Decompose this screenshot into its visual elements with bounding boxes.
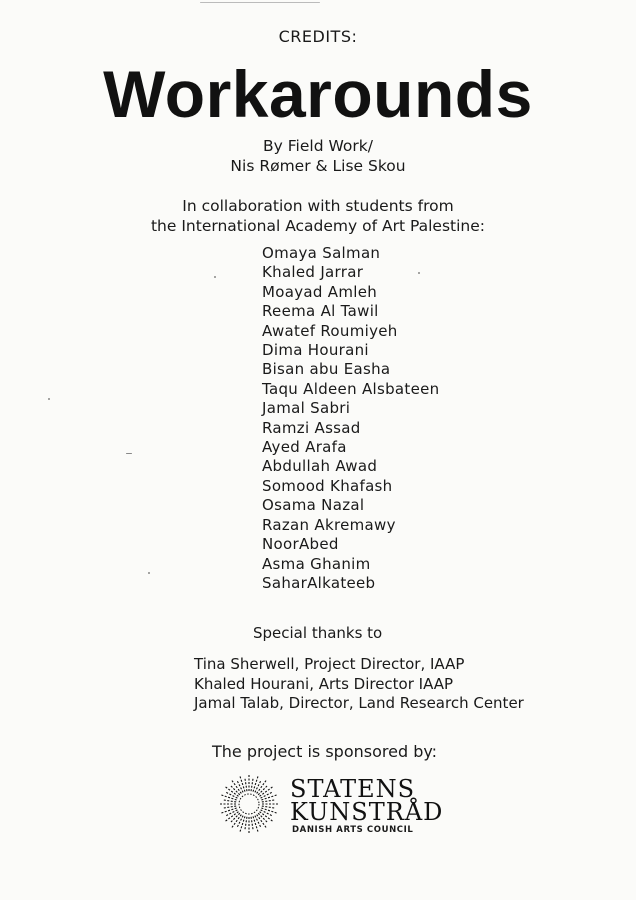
logo-wordmark-line-1: STATENS [290, 775, 416, 803]
sunburst-ray [255, 781, 261, 793]
list-item: Ramzi Assad [262, 418, 361, 437]
list-item: Osama Nazal [262, 496, 365, 515]
collaboration-line-2: the International Academy of Art Palestine: [150, 217, 486, 235]
credits-label: CREDITS: [278, 27, 358, 46]
sunburst-ray [251, 778, 253, 791]
sunburst-ray [261, 792, 273, 798]
sunburst-ray [261, 810, 273, 816]
sunburst-ray [237, 816, 243, 828]
sunburst-ray [223, 806, 236, 808]
list-item: Asma Ghanim [262, 554, 371, 573]
list-item: Khaled Jarrar [262, 263, 364, 282]
paper-speck [418, 272, 420, 274]
list-item: Tina Sherwell, Project Director, IAAP [194, 655, 465, 673]
sunburst-ray [262, 800, 275, 802]
special-thanks-heading: Special thanks to [253, 624, 383, 642]
list-item: Jamal Sabri [262, 399, 351, 418]
sunburst-ray [251, 817, 253, 830]
list-item: Awatef Roumiyeh [262, 321, 398, 340]
sunburst-ray [245, 817, 247, 830]
paper-speck [148, 572, 150, 574]
sunburst-ray [220, 795, 236, 800]
paper-edge-mark [200, 2, 320, 3]
byline-line-1: By Field Work/ [263, 137, 373, 155]
list-item: Ayed Arafa [262, 438, 347, 457]
list-item: NoorAbed [262, 535, 339, 554]
list-item: Jamal Talab, Director, Land Research Center [194, 694, 524, 712]
byline-line-2: Nis Rømer & Lise Skou [230, 157, 406, 175]
list-item: Bisan abu Easha [262, 360, 391, 379]
logo-wordmark-line-2: KUNSTRÅD [290, 798, 444, 826]
list-item: Abdullah Awad [262, 457, 378, 476]
list-item: Somood Khafash [262, 476, 393, 495]
sunburst-icon [212, 772, 286, 836]
sunburst-ray [240, 816, 245, 832]
special-thanks-list [194, 655, 524, 714]
sunburst-ray [223, 800, 236, 802]
sunburst-ray [226, 810, 238, 816]
list-item: Dima Hourani [262, 341, 369, 360]
student-list [262, 244, 439, 593]
page-title: Workarounds [103, 57, 533, 131]
list-item: Khaled Hourani, Arts Director IAAP [194, 674, 454, 693]
collaboration-line-1: In collaboration with students from [182, 197, 454, 215]
list-item: Moayad Amleh [262, 282, 378, 301]
list-item: Razan Akremawy [262, 515, 396, 534]
sponsor-heading: The project is sponsored by: [212, 742, 438, 761]
sunburst-ray [253, 816, 258, 832]
list-item: Omaya Salman [262, 244, 381, 262]
sunburst-ray [253, 775, 258, 791]
paper-speck [48, 398, 50, 400]
sunburst-ray [255, 816, 261, 828]
sunburst-ray [237, 781, 243, 793]
sunburst-ray [220, 808, 236, 813]
list-item: SaharAlkateeb [262, 573, 376, 592]
sunburst-ray [262, 806, 275, 808]
sunburst-ray [226, 792, 238, 798]
paper-speck [214, 276, 216, 278]
logo-tagline: DANISH ARTS COUNCIL [292, 825, 414, 835]
sunburst-ray [240, 775, 245, 791]
list-item: Taqu Aldeen Alsbateen [262, 379, 440, 398]
paper-speck [126, 453, 132, 454]
sunburst-ray [261, 808, 277, 813]
sunburst-ray [245, 778, 247, 791]
list-item: Reema Al Tawil [262, 302, 379, 321]
sunburst-ray [261, 795, 277, 800]
